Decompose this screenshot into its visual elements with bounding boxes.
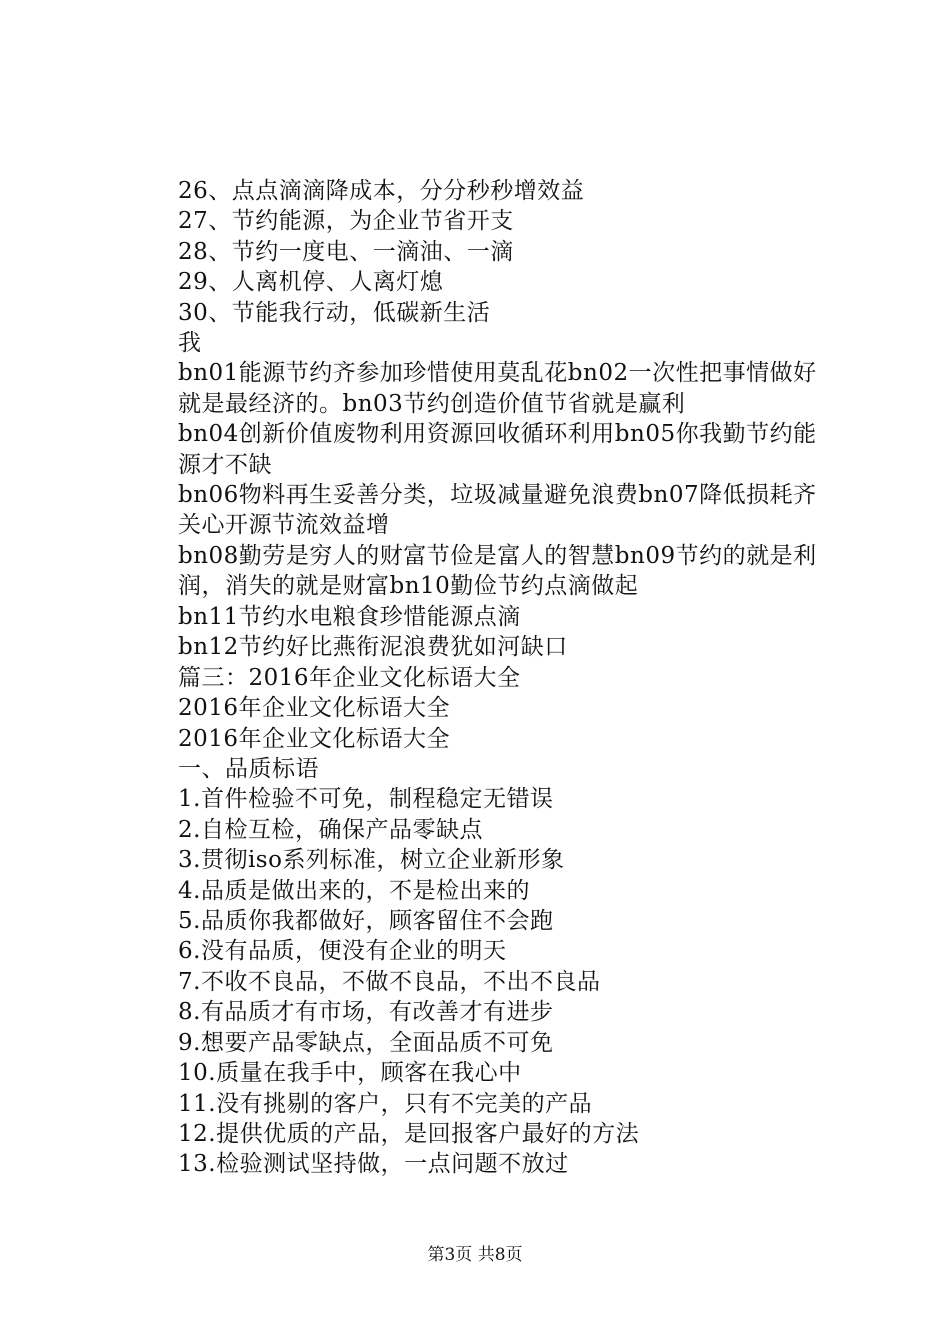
text-line: 26、点点滴滴降成本，分分秒秒增效益 bbox=[178, 178, 585, 204]
text-line: bn11节约水电粮食珍惜能源点滴 bbox=[178, 604, 521, 630]
document-title: 2016年企业文化标语大全 bbox=[178, 725, 451, 752]
list-item: 1.首件检验不可免，制程稳定无错误 bbox=[178, 786, 554, 813]
text-line: 27、节约能源，为企业节省开支 bbox=[178, 208, 514, 235]
document-title: 2016年企业文化标语大全 bbox=[178, 695, 451, 722]
subsection-heading: 一、品质标语 bbox=[178, 756, 319, 783]
text-line: bn12节约好比燕衔泥浪费犹如河缺口 bbox=[178, 634, 568, 661]
text-line: 28、节约一度电、一滴油、一滴 bbox=[178, 238, 514, 265]
text-line: 30、节能我行动，低碳新生活 bbox=[178, 299, 491, 326]
paragraph: bn01能源节约齐参加珍惜使用莫乱花bn02一次性把事情做好就是最经济的。bn03节约创造价值节省就是赢利 bbox=[178, 360, 817, 417]
list-item: 3.贯彻iso系列标准，树立企业新形象 bbox=[178, 847, 565, 874]
list-item: 4.品质是做出来的，不是检出来的 bbox=[178, 877, 530, 904]
list-item: 10.质量在我手中，顾客在我心中 bbox=[178, 1060, 522, 1087]
list-item: 12.提供优质的产品，是回报客户最好的方法 bbox=[178, 1120, 640, 1147]
list-item: 5.品质你我都做好，顾客留住不会跑 bbox=[178, 908, 554, 935]
list-item: 13.检验测试坚持做，一点问题不放过 bbox=[178, 1151, 569, 1178]
list-item: 8.有品质才有市场，有改善才有进步 bbox=[178, 999, 554, 1026]
section-heading: 篇三：2016年企业文化标语大全 bbox=[178, 664, 521, 691]
list-block bbox=[178, 602, 838, 1180]
list-item: 11.没有挑剔的客户，只有不完美的产品 bbox=[178, 1090, 593, 1117]
paragraph: bn06物料再生妥善分类，垃圾减量避免浪费bn07降低损耗齐关心开源节流效益增 bbox=[178, 482, 817, 539]
list-item: 6.没有品质，便没有企业的明天 bbox=[178, 938, 507, 965]
list-item: 7.不收不良品，不做不良品，不出不良品 bbox=[178, 968, 601, 995]
text-line: 我 bbox=[178, 330, 202, 357]
paragraph-block bbox=[178, 358, 838, 601]
paragraph: bn04创新价值废物利用资源回收循环利用bn05你我勤节约能源才不缺 bbox=[178, 421, 817, 478]
text-line: 29、人离机停、人离灯熄 bbox=[178, 269, 444, 296]
list-item: 2.自检互检，确保产品零缺点 bbox=[178, 816, 483, 843]
paragraph: bn08勤劳是穷人的财富节俭是富人的智慧bn09节约的就是利润，消失的就是财富bn10勤俭节约点滴做起 bbox=[178, 542, 817, 600]
document-body bbox=[178, 176, 838, 358]
page-footer: 第3页 共8页 bbox=[427, 1245, 523, 1265]
list-item: 9.想要产品零缺点，全面品质不可免 bbox=[178, 1029, 554, 1056]
